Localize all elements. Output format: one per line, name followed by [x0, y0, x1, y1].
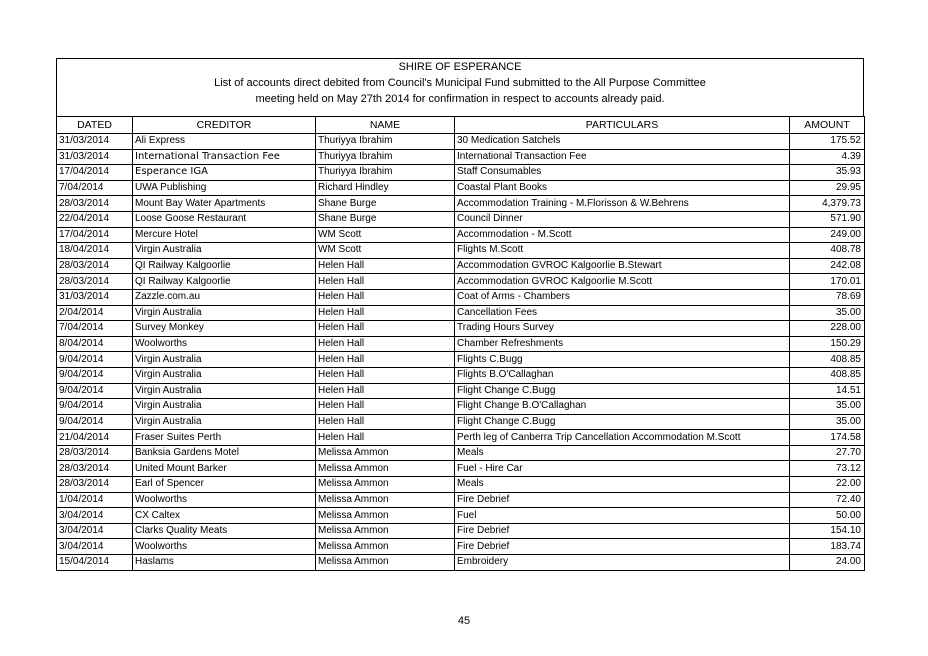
- cell-amount: 571.90: [790, 211, 865, 227]
- cell-creditor: Virgin Australia: [133, 414, 316, 430]
- cell-dated: 28/03/2014: [57, 258, 133, 274]
- cell-amount: 78.69: [790, 289, 865, 305]
- table-row: [57, 430, 865, 446]
- cell-dated: 9/04/2014: [57, 367, 133, 383]
- header-title: SHIRE OF ESPERANCE: [398, 61, 522, 73]
- cell-particulars: Coat of Arms - Chambers: [455, 289, 790, 305]
- cell-amount: 14.51: [790, 383, 865, 399]
- cell-name: Melissa Ammon: [316, 523, 455, 539]
- cell-dated: 17/04/2014: [57, 227, 133, 243]
- table-row: [57, 539, 865, 555]
- cell-creditor: Woolworths: [133, 492, 316, 508]
- table-row: [57, 211, 865, 227]
- table-row: [57, 165, 865, 181]
- cell-creditor: Virgin Australia: [133, 399, 316, 415]
- accounts-table: [56, 116, 865, 571]
- cell-name: Helen Hall: [316, 336, 455, 352]
- table-row: [57, 196, 865, 212]
- cell-amount: 408.85: [790, 352, 865, 368]
- cell-particulars: International Transaction Fee: [455, 149, 790, 165]
- table-row: [57, 258, 865, 274]
- table-row: [57, 321, 865, 337]
- cell-creditor: International Transaction Fee: [133, 149, 316, 165]
- cell-amount: 35.00: [790, 305, 865, 321]
- cell-name: Helen Hall: [316, 305, 455, 321]
- cell-amount: 249.00: [790, 227, 865, 243]
- cell-name: Melissa Ammon: [316, 445, 455, 461]
- column-header-name: NAME: [316, 117, 455, 134]
- table-row: [57, 227, 865, 243]
- cell-particulars: Meals: [455, 445, 790, 461]
- cell-amount: 4,379.73: [790, 196, 865, 212]
- cell-name: Melissa Ammon: [316, 477, 455, 493]
- cell-particulars: Fire Debrief: [455, 539, 790, 555]
- cell-name: Helen Hall: [316, 289, 455, 305]
- cell-amount: 170.01: [790, 274, 865, 290]
- cell-dated: 28/03/2014: [57, 461, 133, 477]
- table-row: [57, 523, 865, 539]
- cell-dated: 31/03/2014: [57, 134, 133, 150]
- cell-dated: 31/03/2014: [57, 289, 133, 305]
- page-number: 45: [457, 615, 471, 627]
- table-row: [57, 492, 865, 508]
- table-row: [57, 508, 865, 524]
- cell-particulars: Flight Change C.Bugg: [455, 414, 790, 430]
- table-row: [57, 134, 865, 150]
- cell-name: Helen Hall: [316, 430, 455, 446]
- table-row: [57, 445, 865, 461]
- cell-amount: 228.00: [790, 321, 865, 337]
- cell-particulars: Fuel: [455, 508, 790, 524]
- cell-particulars: Accommodation - M.Scott: [455, 227, 790, 243]
- cell-creditor: Zazzle.com.au: [133, 289, 316, 305]
- table-row: [57, 180, 865, 196]
- cell-name: Shane Burge: [316, 196, 455, 212]
- cell-particulars: Flights C.Bugg: [455, 352, 790, 368]
- cell-creditor: QI Railway Kalgoorlie: [133, 274, 316, 290]
- header-spacer: [57, 107, 863, 116]
- cell-creditor: Mount Bay Water Apartments: [133, 196, 316, 212]
- table-row: [57, 243, 865, 259]
- table-row: [57, 305, 865, 321]
- cell-amount: 242.08: [790, 258, 865, 274]
- cell-creditor: Virgin Australia: [133, 243, 316, 259]
- table-header-row: [57, 117, 865, 134]
- column-header-creditor: CREDITOR: [133, 117, 316, 134]
- cell-name: Richard Hindley: [316, 180, 455, 196]
- cell-particulars: Accommodation GVROC Kalgoorlie B.Stewart: [455, 258, 790, 274]
- cell-creditor: Loose Goose Restaurant: [133, 211, 316, 227]
- column-header-particulars: PARTICULARS: [455, 117, 790, 134]
- cell-amount: 154.10: [790, 523, 865, 539]
- cell-creditor: Virgin Australia: [133, 383, 316, 399]
- cell-name: Thuriyya Ibrahim: [316, 165, 455, 181]
- table-row: [57, 383, 865, 399]
- header-subtitle-line2: meeting held on May 27th 2014 for confirmation in respect to accounts already paid.: [255, 93, 665, 105]
- cell-dated: 28/03/2014: [57, 445, 133, 461]
- cell-dated: 9/04/2014: [57, 383, 133, 399]
- cell-amount: 4.39: [790, 149, 865, 165]
- cell-name: Melissa Ammon: [316, 555, 455, 571]
- cell-dated: 15/04/2014: [57, 555, 133, 571]
- table-row: [57, 461, 865, 477]
- cell-dated: 9/04/2014: [57, 414, 133, 430]
- cell-amount: 50.00: [790, 508, 865, 524]
- cell-particulars: Cancellation Fees: [455, 305, 790, 321]
- cell-particulars: Flight Change B.O'Callaghan: [455, 399, 790, 415]
- cell-name: Melissa Ammon: [316, 461, 455, 477]
- cell-particulars: Flight Change C.Bugg: [455, 383, 790, 399]
- cell-creditor: Virgin Australia: [133, 352, 316, 368]
- cell-creditor: Esperance IGA: [133, 165, 316, 181]
- table-row: [57, 289, 865, 305]
- cell-amount: 150.29: [790, 336, 865, 352]
- cell-amount: 408.78: [790, 243, 865, 259]
- cell-amount: 29.95: [790, 180, 865, 196]
- cell-name: Shane Burge: [316, 211, 455, 227]
- cell-creditor: CX Caltex: [133, 508, 316, 524]
- table-row: [57, 414, 865, 430]
- cell-creditor: Survey Monkey: [133, 321, 316, 337]
- cell-name: Melissa Ammon: [316, 508, 455, 524]
- cell-amount: 175.52: [790, 134, 865, 150]
- cell-dated: 3/04/2014: [57, 539, 133, 555]
- cell-dated: 2/04/2014: [57, 305, 133, 321]
- cell-dated: 28/03/2014: [57, 196, 133, 212]
- cell-particulars: Fuel - Hire Car: [455, 461, 790, 477]
- header-subtitle-line1: List of accounts direct debited from Council's Municipal Fund submitted to the All Purpose Committee: [214, 77, 706, 89]
- cell-name: WM Scott: [316, 243, 455, 259]
- cell-name: Helen Hall: [316, 352, 455, 368]
- table-row: [57, 336, 865, 352]
- cell-amount: 35.93: [790, 165, 865, 181]
- cell-particulars: Embroidery: [455, 555, 790, 571]
- cell-particulars: Chamber Refreshments: [455, 336, 790, 352]
- cell-name: Helen Hall: [316, 274, 455, 290]
- cell-name: Helen Hall: [316, 258, 455, 274]
- cell-creditor: Virgin Australia: [133, 305, 316, 321]
- cell-amount: 183.74: [790, 539, 865, 555]
- cell-creditor: Ali Express: [133, 134, 316, 150]
- cell-amount: 73.12: [790, 461, 865, 477]
- cell-creditor: Woolworths: [133, 539, 316, 555]
- cell-amount: 24.00: [790, 555, 865, 571]
- table-row: [57, 399, 865, 415]
- cell-particulars: 30 Medication Satchels: [455, 134, 790, 150]
- cell-creditor: Earl of Spencer: [133, 477, 316, 493]
- cell-particulars: Coastal Plant Books: [455, 180, 790, 196]
- cell-name: Helen Hall: [316, 383, 455, 399]
- cell-name: Helen Hall: [316, 321, 455, 337]
- cell-amount: 72.40: [790, 492, 865, 508]
- column-header-dated: DATED: [57, 117, 133, 134]
- cell-dated: 9/04/2014: [57, 399, 133, 415]
- cell-name: Thuriyya Ibrahim: [316, 134, 455, 150]
- cell-particulars: Accommodation GVROC Kalgoorlie M.Scott: [455, 274, 790, 290]
- cell-dated: 28/03/2014: [57, 477, 133, 493]
- cell-particulars: Staff Consumables: [455, 165, 790, 181]
- cell-dated: 9/04/2014: [57, 352, 133, 368]
- table-row: [57, 367, 865, 383]
- cell-amount: 27.70: [790, 445, 865, 461]
- table-row: [57, 149, 865, 165]
- cell-creditor: Clarks Quality Meats: [133, 523, 316, 539]
- cell-particulars: Accommodation Training - M.Florisson & W.Behrens: [455, 196, 790, 212]
- cell-amount: 408.85: [790, 367, 865, 383]
- cell-dated: 7/04/2014: [57, 321, 133, 337]
- cell-name: Thuriyya Ibrahim: [316, 149, 455, 165]
- table-row: [57, 352, 865, 368]
- cell-creditor: Woolworths: [133, 336, 316, 352]
- cell-name: Melissa Ammon: [316, 539, 455, 555]
- cell-creditor: United Mount Barker: [133, 461, 316, 477]
- cell-name: Helen Hall: [316, 414, 455, 430]
- cell-particulars: Meals: [455, 477, 790, 493]
- cell-creditor: Fraser Suites Perth: [133, 430, 316, 446]
- cell-particulars: Trading Hours Survey: [455, 321, 790, 337]
- cell-dated: 3/04/2014: [57, 508, 133, 524]
- cell-particulars: Flights M.Scott: [455, 243, 790, 259]
- cell-dated: 22/04/2014: [57, 211, 133, 227]
- cell-dated: 28/03/2014: [57, 274, 133, 290]
- cell-dated: 18/04/2014: [57, 243, 133, 259]
- cell-particulars: Council Dinner: [455, 211, 790, 227]
- table-row: [57, 477, 865, 493]
- cell-creditor: UWA Publishing: [133, 180, 316, 196]
- accounts-sheet: [56, 58, 864, 571]
- table-row: [57, 274, 865, 290]
- cell-name: WM Scott: [316, 227, 455, 243]
- cell-name: Helen Hall: [316, 399, 455, 415]
- cell-name: Helen Hall: [316, 367, 455, 383]
- cell-creditor: Mercure Hotel: [133, 227, 316, 243]
- table-row: [57, 555, 865, 571]
- report-header: [56, 58, 864, 116]
- cell-dated: 3/04/2014: [57, 523, 133, 539]
- cell-creditor: Banksia Gardens Motel: [133, 445, 316, 461]
- cell-dated: 31/03/2014: [57, 149, 133, 165]
- cell-dated: 7/04/2014: [57, 180, 133, 196]
- cell-amount: 35.00: [790, 414, 865, 430]
- cell-particulars: Perth leg of Canberra Trip Cancellation Accommodation M.Scott: [455, 430, 790, 446]
- cell-particulars: Fire Debrief: [455, 492, 790, 508]
- cell-dated: 21/04/2014: [57, 430, 133, 446]
- cell-creditor: QI Railway Kalgoorlie: [133, 258, 316, 274]
- cell-amount: 174.58: [790, 430, 865, 446]
- cell-particulars: Fire Debrief: [455, 523, 790, 539]
- cell-dated: 17/04/2014: [57, 165, 133, 181]
- cell-particulars: Flights B.O'Callaghan: [455, 367, 790, 383]
- cell-dated: 8/04/2014: [57, 336, 133, 352]
- column-header-amount: AMOUNT: [790, 117, 865, 134]
- cell-dated: 1/04/2014: [57, 492, 133, 508]
- cell-name: Melissa Ammon: [316, 492, 455, 508]
- cell-amount: 35.00: [790, 399, 865, 415]
- cell-creditor: Haslams: [133, 555, 316, 571]
- cell-amount: 22.00: [790, 477, 865, 493]
- cell-creditor: Virgin Australia: [133, 367, 316, 383]
